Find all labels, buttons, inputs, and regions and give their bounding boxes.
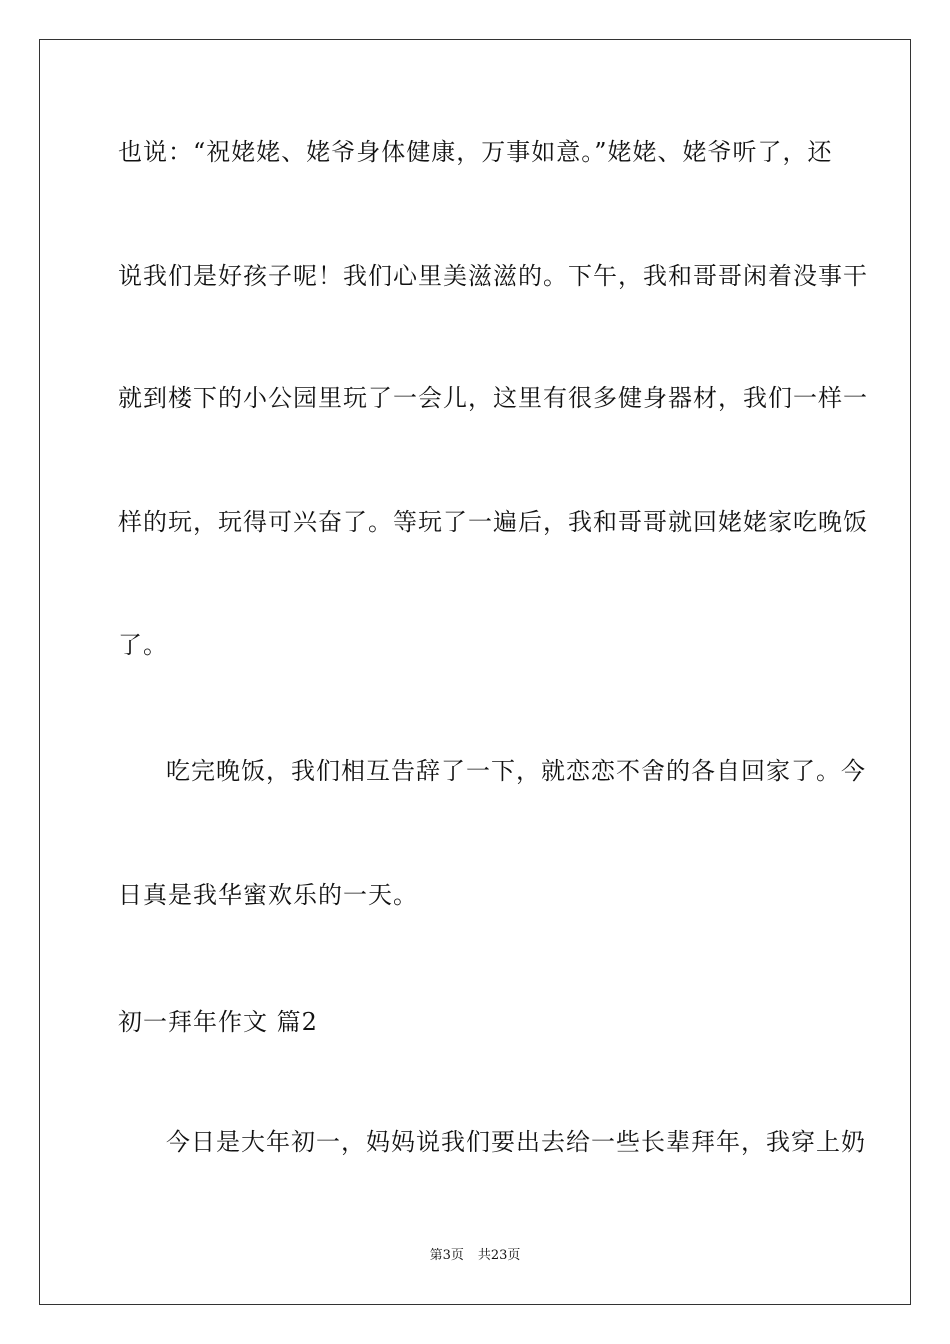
paragraph-line-5: 了。 (118, 631, 168, 659)
section-heading: 初一拜年作文 篇2 (118, 1008, 318, 1036)
page-total: 共23页 (477, 1248, 521, 1263)
page-footer (0, 1247, 950, 1265)
paragraph-line-4: 样的玩，玩得可兴奋了。等玩了一遍后，我和哥哥就回姥姥家吃晚饭 (118, 508, 868, 536)
paragraph-line-3: 就到楼下的小公园里玩了一会儿，这里有很多健身器材，我们一样一 (118, 384, 868, 412)
page-border (39, 39, 911, 1305)
paragraph-line-7: 日真是我华蜜欢乐的一天。 (118, 881, 418, 909)
paragraph-line-2: 说我们是好孩子呢！我们心里美滋滋的。下午，我和哥哥闲着没事干 (118, 262, 868, 290)
paragraph-line-1: 也说：“祝姥姥、姥爷身体健康，万事如意。”姥姥、姥爷听了，还 (118, 138, 833, 166)
paragraph-line-9: 今日是大年初一，妈妈说我们要出去给一些长辈拜年，我穿上奶 (166, 1128, 866, 1156)
page-number: 第3页 (429, 1248, 464, 1263)
paragraph-line-6: 吃完晚饭，我们相互告辞了一下，就恋恋不舍的各自回家了。今 (166, 757, 866, 785)
